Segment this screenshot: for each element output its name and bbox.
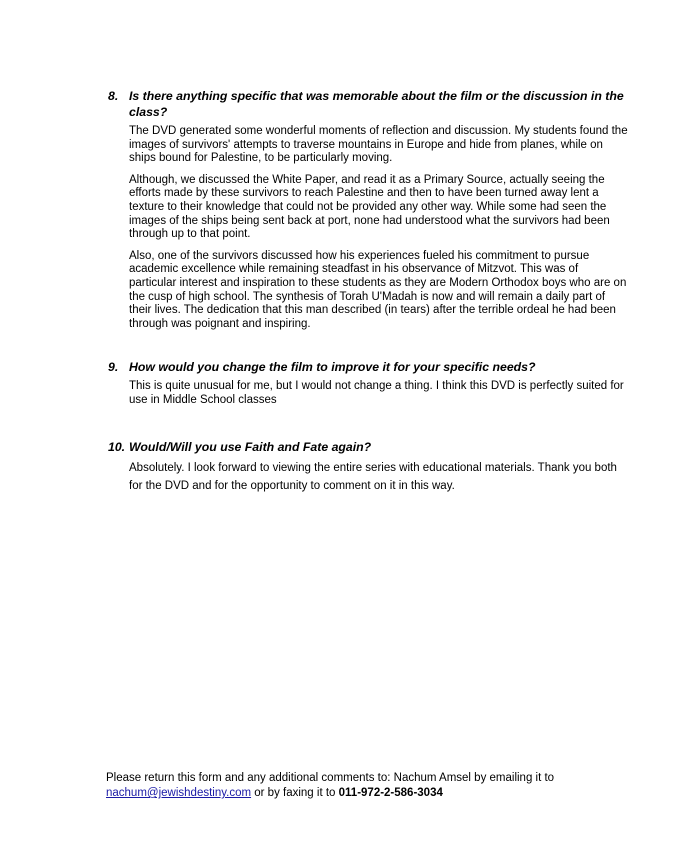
return-instructions-contact (106, 786, 646, 801)
fax-lead-text: or by faxing it to (251, 787, 339, 799)
return-instructions-line: Please return this form and any additional comments to: Nachum Amsel by emailing it to (106, 772, 555, 784)
question-heading (108, 88, 628, 120)
question-number: 9. (108, 360, 119, 374)
answer-block (129, 459, 628, 495)
question-title: Is there anything specific that was memorable about the film or the discussion in the class? (129, 89, 624, 119)
question-title: Would/Will you use Faith and Fate again? (129, 440, 372, 454)
return-instructions (106, 771, 646, 801)
answer-block (129, 125, 628, 331)
question-number: 8. (108, 89, 119, 103)
question-number: 10. (108, 440, 126, 454)
answer-paragraph: Absolutely. I look forward to viewing the entire series with educational materials. Thank you both for the DVD and for the opportunity to comment on it in this way. (129, 462, 617, 492)
question-heading (108, 439, 628, 455)
question-9 (108, 359, 628, 415)
email-link[interactable]: nachum@jewishdestiny.com (106, 787, 252, 799)
answer-block (129, 380, 628, 407)
answer-paragraph: Although, we discussed the White Paper, and read it as a Primary Source, actually seeing the efforts made by these survivors to reach Palestine and then to have been turned away lent a texture to their knowledge that could not be provided any other way. While some had seen the images of the ships being sent back at port, none had understood what the survivors had been through up to that point. (129, 173, 610, 241)
question-10 (108, 439, 628, 503)
fax-number: 011-972-2-586-3034 (338, 787, 443, 799)
answer-paragraph: The DVD generated some wonderful moments of reflection and discussion. My students found the images of survivors' attempts to traverse mountains in Europe and hide from planes, while on ships bound for Palestine, to be particularly moving. (129, 125, 628, 165)
question-8 (108, 88, 628, 339)
answer-paragraph: Also, one of the survivors discussed how his experiences fueled his commitment to pursue academic excellence while remaining steadfast in his observance of Mitzvot. This was of particular interest and inspiration to these students as they are Modern Orthodox boys who are on the cusp of high school. The synthesis of Torah U'Madah is now and will remain a daily part of their lives. The dedication that this man described (in tears) after the terrible ordeal he had been through was poignant and inspiring. (129, 249, 627, 330)
question-title: How would you change the film to improve it for your specific needs? (129, 360, 536, 374)
answer-paragraph: This is quite unusual for me, but I would not change a thing. I think this DVD is perfectly suited for use in Middle School classes (129, 380, 624, 406)
question-heading (108, 359, 628, 375)
